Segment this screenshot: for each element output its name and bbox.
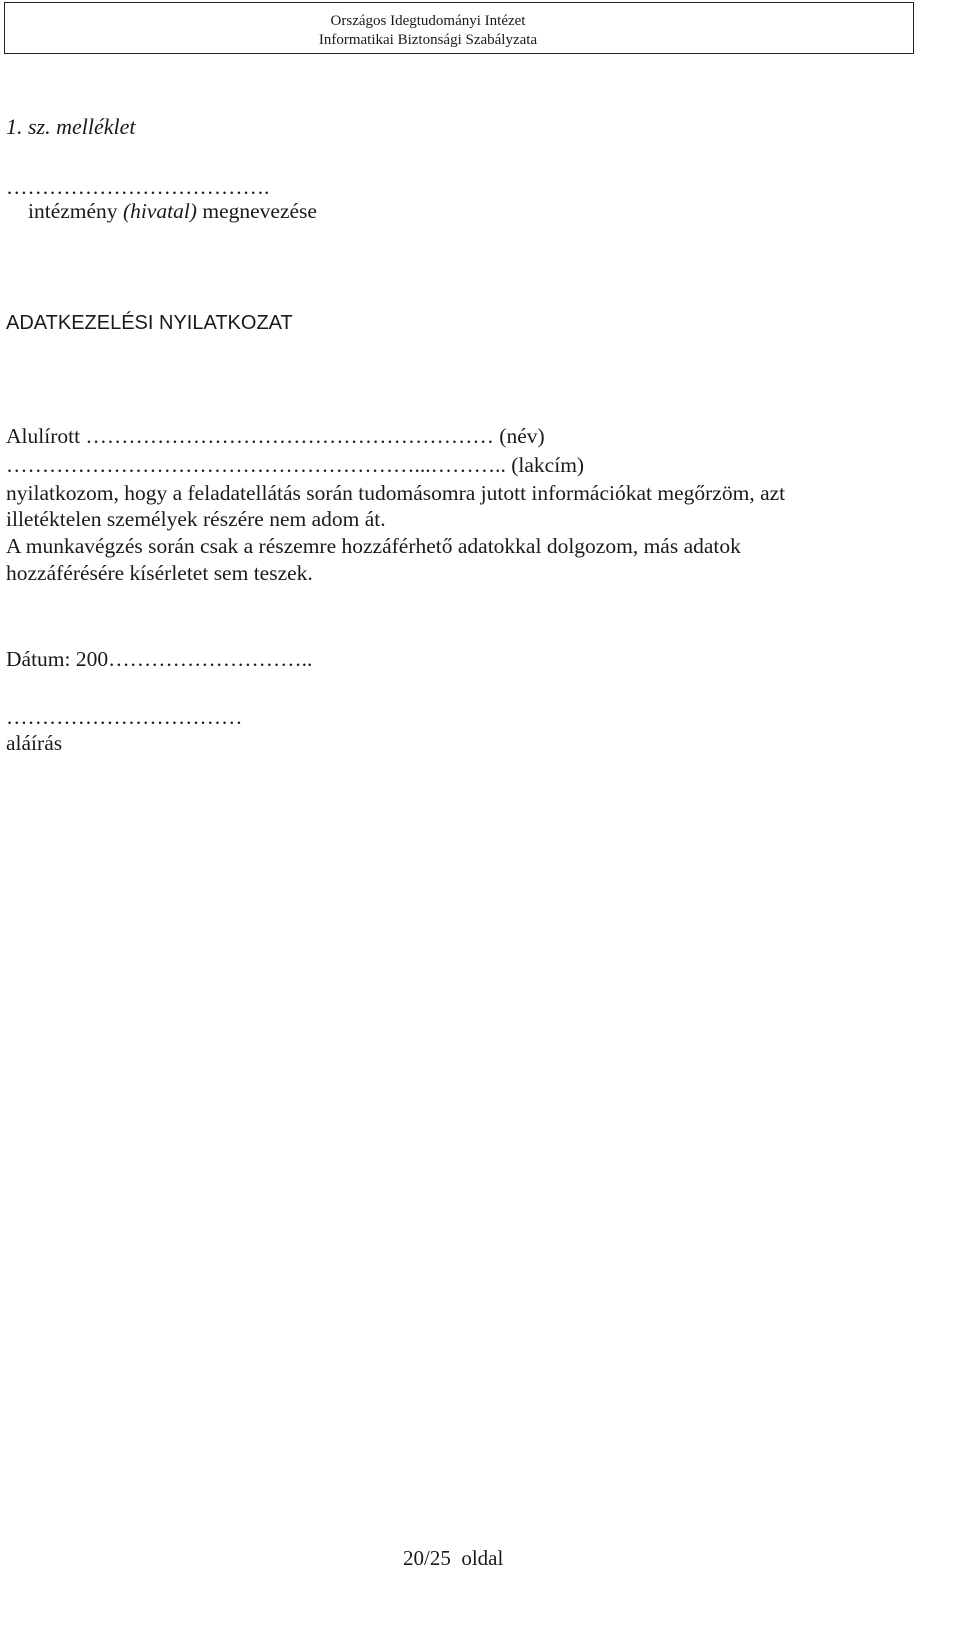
annex-title: 1. sz. melléklet bbox=[6, 114, 136, 139]
institution-label-prefix: intézmény bbox=[28, 199, 123, 223]
document-header bbox=[4, 2, 914, 54]
page-number: 20/25 oldal bbox=[403, 1546, 504, 1570]
institution-dotted-line: ………………………………. bbox=[6, 175, 270, 199]
signature-dotted-line: …………………………… bbox=[6, 705, 243, 729]
body-line: hozzáférésére kísérletet sem teszek. bbox=[6, 561, 313, 585]
body-line: illetéktelen személyek részére nem adom át. bbox=[6, 507, 386, 531]
body-line: A munkavégzés során csak a részemre hozzáférhető adatokkal dolgozom, más adatok bbox=[6, 534, 741, 558]
name-line: Alulírott ………………………………………………… (név) bbox=[6, 424, 545, 448]
signature-label: aláírás bbox=[6, 731, 63, 755]
declaration-title: ADATKEZELÉSI NYILATKOZAT bbox=[6, 312, 293, 334]
institution-field-label bbox=[28, 198, 317, 224]
body-line: nyilatkozom, hogy a feladatellátás során tudomásomra jutott információkat megőrzöm, azt bbox=[6, 481, 786, 505]
institution-label-italic: (hivatal) bbox=[122, 199, 197, 223]
address-line: …………………………………………………...……….. (lakcím) bbox=[6, 453, 585, 477]
date-line: Dátum: 200……………………….. bbox=[6, 647, 313, 671]
header-institution: Országos Idegtudományi Intézet bbox=[330, 13, 526, 29]
header-document-title: Informatikai Biztonsági Szabályzata bbox=[318, 32, 538, 48]
institution-label-suffix: megnevezése bbox=[196, 199, 317, 223]
